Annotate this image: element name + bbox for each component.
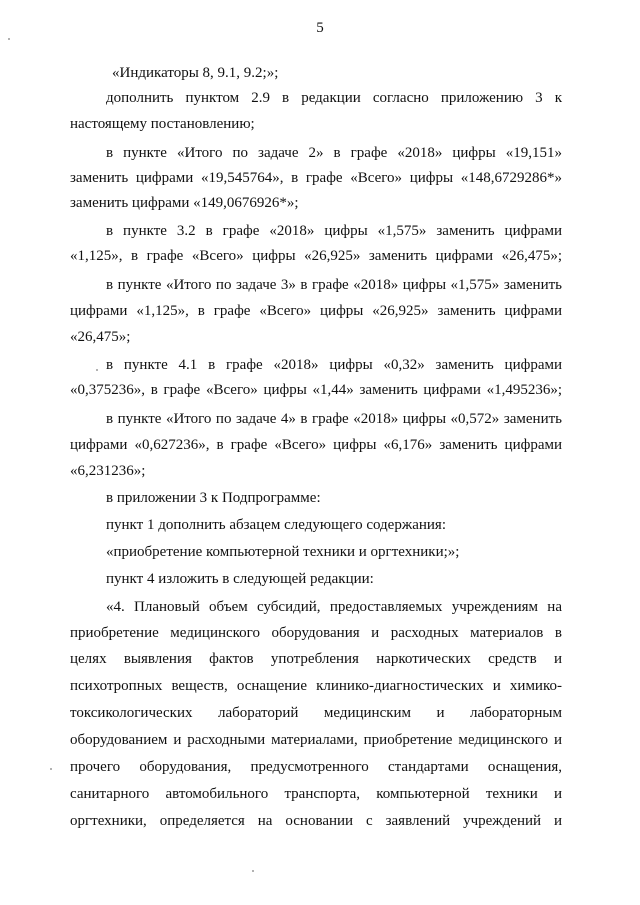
text-line: «6,231236»; (70, 463, 146, 479)
text-line: заменить цифрами «149,0676926*»; (70, 195, 299, 211)
text-line: в пункте «Итого по задаче 3» в графе «2018» цифры «1,575» заменить (106, 277, 562, 293)
text-line: токсикологических лабораторий медицинским и лабораторным (70, 705, 562, 721)
scan-speck (96, 369, 98, 371)
text-line: в пункте «Итого по задаче 2» в графе «2018» цифры «19,151» (106, 145, 562, 161)
text-line: в пункте 3.2 в графе «2018» цифры «1,575» заменить цифрами (106, 223, 562, 239)
text-line: пункт 4 изложить в следующей редакции: (106, 571, 374, 587)
text-line: оргтехники, определяется на основании с заявлений учреждений и (70, 813, 562, 829)
text-line: «Индикаторы 8, 9.1, 9.2;»; (112, 65, 279, 81)
text-line: дополнить пунктом 2.9 в редакции согласно приложению 3 к (106, 90, 562, 106)
scan-speck (252, 870, 254, 872)
text-line: психотропных веществ, оснащение клинико-диагностических и химико- (70, 678, 562, 694)
text-line: настоящему постановлению; (70, 116, 255, 132)
scan-speck (8, 38, 10, 40)
scan-speck (50, 768, 52, 770)
text-line: «приобретение компьютерной техники и оргтехники;»; (106, 544, 460, 560)
text-line: «0,375236», в графе «Всего» цифры «1,44» заменить цифрами «1,495236»; (70, 382, 562, 398)
text-line: в приложении 3 к Подпрограмме: (106, 490, 321, 506)
page-number: 5 (316, 20, 324, 36)
text-line: «1,125», в графе «Всего» цифры «26,925» заменить цифрами «26,475»; (70, 248, 562, 264)
text-line: приобретение медицинского оборудования и расходных материалов в (70, 625, 562, 641)
text-line: в пункте «Итого по задаче 4» в графе «2018» цифры «0,572» заменить (106, 411, 562, 427)
text-line: заменить цифрами «19,545764», в графе «Всего» цифры «148,6729286*» (70, 170, 562, 186)
text-line: прочего оборудования, предусмотренного стандартами оснащения, (70, 759, 562, 775)
text-line: целях выявления фактов употребления наркотических средств и (70, 651, 562, 667)
text-line: в пункте 4.1 в графе «2018» цифры «0,32» заменить цифрами (106, 357, 562, 373)
text-line: цифрами «0,627236», в графе «Всего» цифры «6,176» заменить цифрами (70, 437, 562, 453)
text-line: санитарного автомобильного транспорта, компьютерной техники и (70, 786, 562, 802)
text-line: оборудованием и расходными материалами, приобретение медицинского и (70, 732, 562, 748)
text-line: «4. Плановый объем субсидий, предоставляемых учреждениям на (106, 599, 562, 615)
text-line: цифрами «1,125», в графе «Всего» цифры «26,925» заменить цифрами (70, 303, 562, 319)
text-line: пункт 1 дополнить абзацем следующего содержания: (106, 517, 446, 533)
text-line: «26,475»; (70, 329, 131, 345)
